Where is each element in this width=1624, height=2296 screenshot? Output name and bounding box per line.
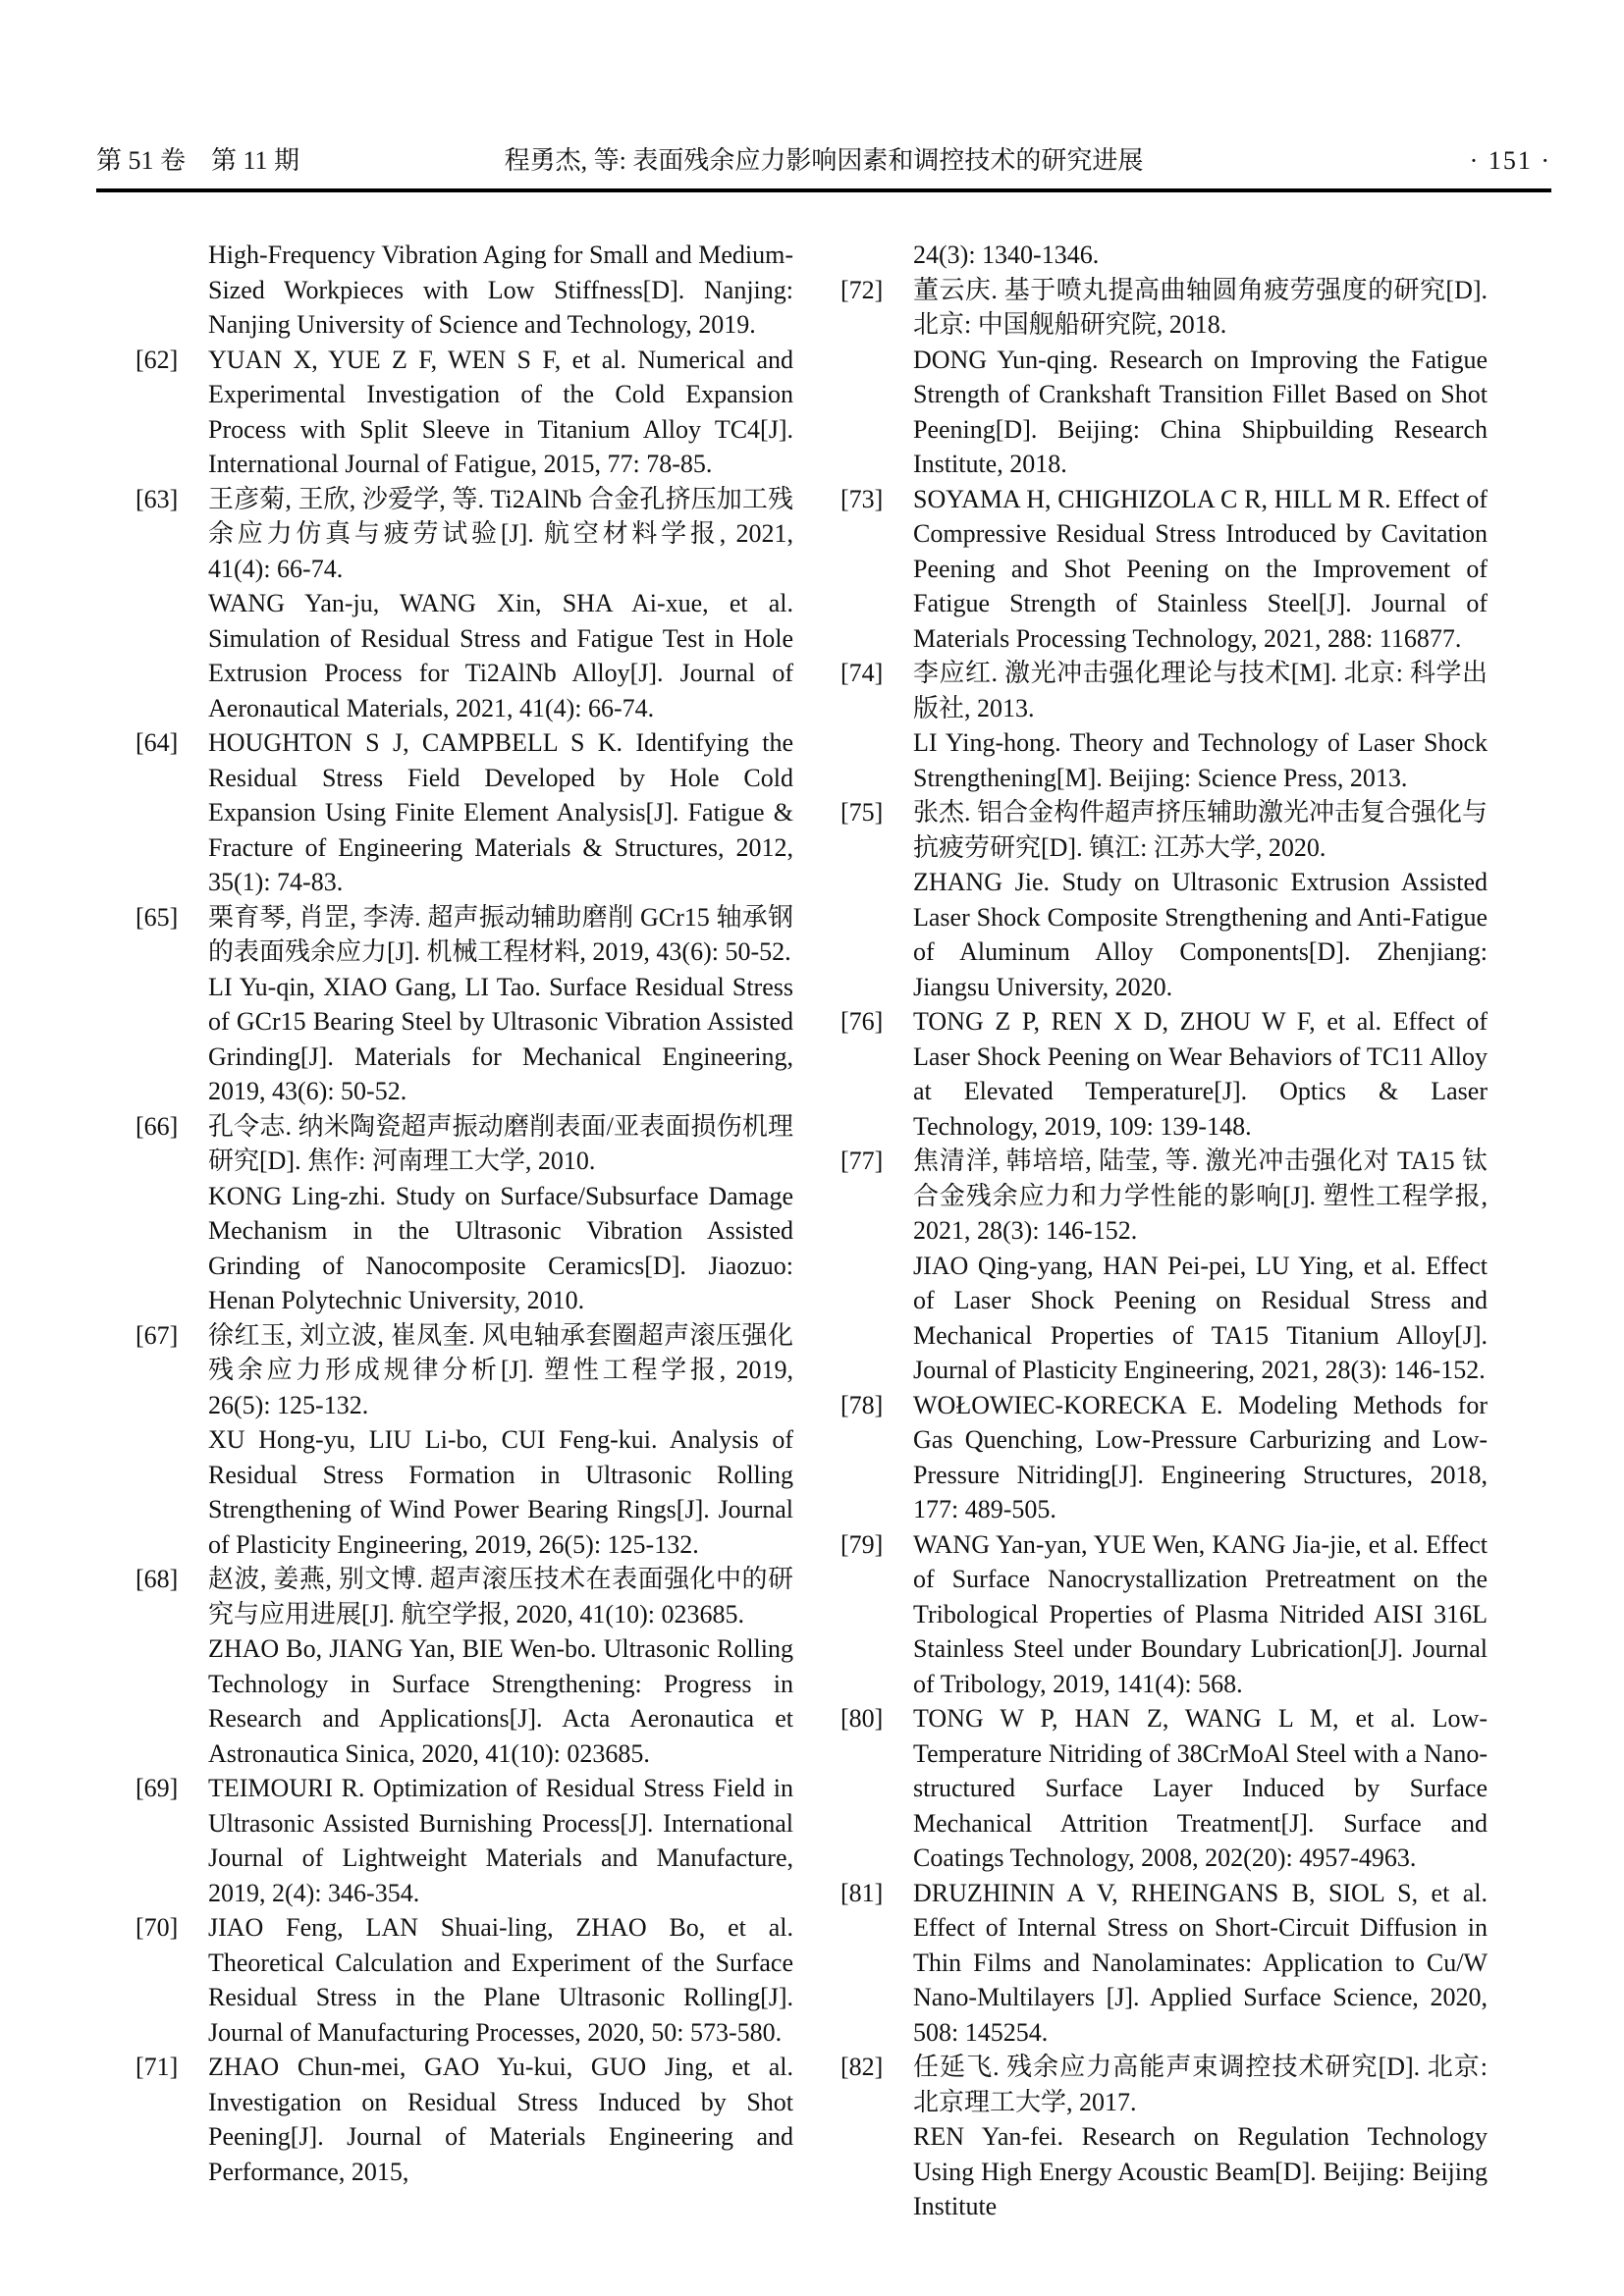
reference-text-block (208, 238, 793, 343)
reference-number: [69] (135, 1774, 179, 1802)
reference-text-block (913, 1144, 1488, 1388)
reference-item (840, 1144, 1488, 1388)
reference-item (135, 1771, 793, 1910)
reference-item (135, 1910, 793, 2050)
reference-text-block (913, 273, 1488, 482)
reference-number: [75] (840, 798, 884, 827)
reference-item (135, 1318, 793, 1563)
reference-text-block (208, 482, 793, 726)
reference-text: 徐红玉, 刘立波, 崔凤奎. 风电轴承套圈超声滚压强化残余应力形成规律分析[J]. 塑性工程学报, 2019, 26(5): 125-132. (208, 1320, 793, 1419)
reference-text: JIAO Feng, LAN Shuai-ling, ZHAO Bo, et al. Theoretical Calculation and Experiment of the Surface Residual Stress in the Plane Ultrasonic Rolling[J]. Journal of Manufacturing Processes, 2020, 50: 573-580. (208, 1913, 793, 2047)
reference-number: [64] (135, 728, 179, 757)
reference-text: 张杰. 铝合金构件超声挤压辅助激光冲击复合强化与抗疲劳研究[D]. 镇江: 江苏大学, 2020. (913, 798, 1489, 862)
running-title: 程勇杰, 等: 表面残余应力影响因素和调控技术的研究进展 (504, 146, 1144, 175)
reference-number: [79] (840, 1529, 884, 1559)
reference-item (840, 1388, 1488, 1527)
reference-text: TEIMOURI R. Optimization of Residual Stress Field in Ultrasonic Assisted Burnishing Process[J]. International Journal of Lightweight Materials and Manufacture, 2019, 2(4): 346-354. (208, 1774, 793, 1907)
reference-number: [78] (840, 1390, 884, 1419)
reference-text-block (208, 900, 793, 1109)
reference-text: LI Ying-hong. Theory and Technology of Laser Shock Strengthening[M]. Beijing: Science Press, 2013. (913, 728, 1488, 792)
reference-item (840, 1004, 1488, 1144)
reference-item (840, 238, 1488, 273)
reference-text-block (913, 1701, 1488, 1876)
reference-text: TONG Z P, REN X D, ZHOU W F, et al. Effect of Laser Shock Peening on Wear Behaviors of TC11 Alloy at Elevated Temperature[J]. Optics & Laser Technology, 2019, 109: 139-148. (913, 1007, 1488, 1141)
reference-text: SOYAMA H, CHIGHIZOLA C R, HILL M R. Effect of Compressive Residual Stress Introduced by Cavitation Peening and Shot Peening on the Improvement of Fatigue Strength of Stainless Steel[J]. Journal of Materials Processing Technology, 2021, 288: 116877. (913, 484, 1488, 653)
reference-item (840, 656, 1488, 795)
reference-number: [74] (840, 659, 884, 687)
reference-text-block (913, 482, 1488, 657)
reference-item (840, 273, 1488, 482)
reference-item (840, 795, 1488, 1004)
reference-number: [68] (135, 1565, 179, 1593)
reference-text: WOŁOWIEC-KORECKA E. Modeling Methods for Gas Quenching, Low-Pressure Carburizing and Low-Pressure Nitriding[J]. Engineering Structures, 2018, 177: 489-505. (913, 1390, 1488, 1523)
reference-text: KONG Ling-zhi. Study on Surface/Subsurface Damage Mechanism in the Ultrasonic Vibration Assisted Grinding of Nanocomposite Ceramics[D]. Jiaozuo: Henan Polytechnic University, 2010. (208, 1181, 793, 1314)
reference-text-block (913, 1388, 1488, 1527)
reference-text: 赵波, 姜燕, 别文博. 超声滚压技术在表面强化中的研究与应用进展[J]. 航空学报, 2020, 41(10): 023685. (208, 1565, 793, 1629)
reference-text: ZHANG Jie. Study on Ultrasonic Extrusion Assisted Laser Shock Composite Strengthening and Anti-Fatigue of Aluminum Alloy Components[D]. Zhenjiang: Jiangsu University, 2020. (913, 868, 1488, 1001)
reference-text-block (208, 1109, 793, 1318)
reference-text-block (913, 238, 1488, 273)
reference-item (135, 900, 793, 1109)
reference-number: [81] (840, 1878, 884, 1907)
reference-text-block (208, 2050, 793, 2189)
reference-item (135, 2050, 793, 2189)
reference-number: [77] (840, 1147, 884, 1175)
reference-number: [73] (840, 484, 884, 513)
reference-text-block (913, 1876, 1488, 2051)
reference-text-block (208, 1318, 793, 1563)
reference-text: 栗育琴, 肖罡, 李涛. 超声振动辅助磨削 GCr15 轴承钢的表面残余应力[J]. 机械工程材料, 2019, 43(6): 50-52. (208, 902, 793, 966)
reference-number: [65] (135, 902, 179, 932)
reference-text: REN Yan-fei. Research on Regulation Technology Using High Energy Acoustic Beam[D]. Beijing: Beijing Institute (913, 2122, 1488, 2220)
reference-text-block (208, 343, 793, 482)
page-number: · 151 · (1469, 146, 1551, 175)
reference-text-block (913, 1004, 1488, 1144)
reference-item (135, 482, 793, 726)
references-column-right (840, 238, 1488, 2224)
reference-item (135, 238, 793, 343)
reference-text: 董云庆. 基于喷丸提高曲轴圆角疲劳强度的研究[D]. 北京: 中国舰船研究院, 2018. (913, 275, 1488, 339)
reference-text: WANG Yan-yan, YUE Wen, KANG Jia-jie, et al. Effect of Surface Nanocrystallization Pretreatment on the Tribological Properties of Plasma Nitrided AISI 316L Stainless Steel under Boundary Lubrication[J]. Journal of Tribology, 2019, 141(4): 568. (913, 1529, 1488, 1698)
reference-text: High-Frequency Vibration Aging for Small and Medium-Sized Workpieces with Low Stiffness[D]. Nanjing: Nanjing University of Science and Technology, 2019. (208, 240, 793, 339)
reference-number: [70] (135, 1913, 179, 1942)
reference-text-block (208, 1910, 793, 2050)
reference-text: 王彦菊, 王欣, 沙爱学, 等. Ti2AlNb 合金孔挤压加工残余应力仿真与疲劳试验[J]. 航空材料学报, 2021, 41(4): 66-74. (208, 484, 793, 583)
reference-item (840, 1527, 1488, 1702)
reference-number: [63] (135, 484, 179, 513)
reference-item (840, 1876, 1488, 2051)
reference-item (135, 343, 793, 482)
reference-item (135, 725, 793, 900)
reference-item (135, 1109, 793, 1318)
reference-text: ZHAO Chun-mei, GAO Yu-kui, GUO Jing, et al. Investigation on Residual Stress Induced by Shot Peening[J]. Journal of Materials Engineering and Performance, 2015, (208, 2053, 793, 2186)
reference-number: [82] (840, 2053, 884, 2081)
reference-text: YUAN X, YUE Z F, WEN S F, et al. Numerical and Experimental Investigation of the Cold Expansion Process with Split Sleeve in Titanium Alloy TC4[J]. International Journal of Fatigue, 2015, 77: 78-85. (208, 345, 793, 478)
reference-text: 24(3): 1340-1346. (913, 240, 1100, 269)
reference-text: TONG W P, HAN Z, WANG L M, et al. Low-Temperature Nitriding of 38CrMoAl Steel with a Nano-structured Surface Layer Induced by Surface Mechanical Attrition Treatment[J]. Surface and Coatings Technology, 2008, 202(20): 4957-4963. (913, 1704, 1488, 1872)
reference-text-block (913, 2050, 1488, 2224)
reference-text: HOUGHTON S J, CAMPBELL S K. Identifying the Residual Stress Field Developed by Hole Cold Expansion Using Finite Element Analysis[J]. Fatigue & Fracture of Engineering Materials & Structures, 2012, 35(1): 74-83. (208, 728, 793, 896)
reference-text-block (913, 1527, 1488, 1702)
page-header (96, 143, 1551, 179)
reference-text: ZHAO Bo, JIANG Yan, BIE Wen-bo. Ultrasonic Rolling Technology in Surface Strengthening: Progress in Research and Applications[J]. Acta Aeronautica et Astronautica Sinica, 2020, 41(10): 023685. (208, 1634, 793, 1768)
reference-text: JIAO Qing-yang, HAN Pei-pei, LU Ying, et al. Effect of Laser Shock Peening on Residual Stress and Mechanical Properties of TA15 Titanium Alloy[J]. Journal of Plasticity Engineering, 2021, 28(3): 146-152. (913, 1251, 1488, 1384)
reference-item (840, 482, 1488, 657)
reference-number: [66] (135, 1111, 179, 1141)
reference-text: DONG Yun-qing. Research on Improving the Fatigue Strength of Crankshaft Transition Fillet Based on Shot Peening[D]. Beijing: China Shipbuilding Research Institute, 2018. (913, 345, 1488, 478)
volume-issue: 第 51 卷 第 11 期 (96, 146, 300, 175)
reference-text: XU Hong-yu, LIU Li-bo, CUI Feng-kui. Analysis of Residual Stress Formation in Ultrasonic Rolling Strengthening of Wind Power Bearing Rings[J]. Journal of Plasticity Engineering, 2019, 26(5): 125-132. (208, 1425, 793, 1559)
reference-item (135, 1562, 793, 1771)
reference-number: [67] (135, 1320, 179, 1350)
reference-number: [72] (840, 275, 884, 304)
reference-number: [80] (840, 1704, 884, 1733)
reference-text-block (208, 725, 793, 900)
reference-text-block (208, 1562, 793, 1771)
reference-item (840, 1701, 1488, 1876)
reference-number: [76] (840, 1007, 884, 1036)
reference-item (840, 2050, 1488, 2224)
reference-text-block (913, 795, 1488, 1004)
header-rule (96, 188, 1551, 192)
reference-text: 李应红. 激光冲击强化理论与技术[M]. 北京: 科学出版社, 2013. (913, 659, 1488, 722)
reference-number: [71] (135, 2053, 179, 2081)
reference-text: LI Yu-qin, XIAO Gang, LI Tao. Surface Residual Stress of GCr15 Bearing Steel by Ultrasonic Vibration Assisted Grinding[J]. Materials for Mechanical Engineering, 2019, 43(6): 50-52. (208, 972, 793, 1105)
reference-number: [62] (135, 345, 179, 374)
reference-text: WANG Yan-ju, WANG Xin, SHA Ai-xue, et al. Simulation of Residual Stress and Fatigue Test in Hole Extrusion Process for Ti2AlNb Alloy[J]. Journal of Aeronautical Materials, 2021, 41(4): 66-74. (208, 589, 793, 722)
references-column-left (135, 238, 793, 2189)
reference-text: DRUZHININ A V, RHEINGANS B, SIOL S, et al. Effect of Internal Stress on Short-Circuit Diffusion in Thin Films and Nanolaminates: Application to Cu/W Nano-Multilayers [J]. Applied Surface Science, 2020, 508: 145254. (913, 1878, 1488, 2047)
reference-text: 焦清洋, 韩培培, 陆莹, 等. 激光冲击强化对 TA15 钛合金残余应力和力学性能的影响[J]. 塑性工程学报, 2021, 28(3): 146-152. (913, 1147, 1488, 1245)
reference-text-block (913, 656, 1488, 795)
reference-text-block (208, 1771, 793, 1910)
reference-text: 孔令志. 纳米陶瓷超声振动磨削表面/亚表面损伤机理研究[D]. 焦作: 河南理工大学, 2010. (208, 1111, 793, 1175)
reference-text: 任延飞. 残余应力高能声束调控技术研究[D]. 北京: 北京理工大学, 2017. (913, 2053, 1488, 2116)
